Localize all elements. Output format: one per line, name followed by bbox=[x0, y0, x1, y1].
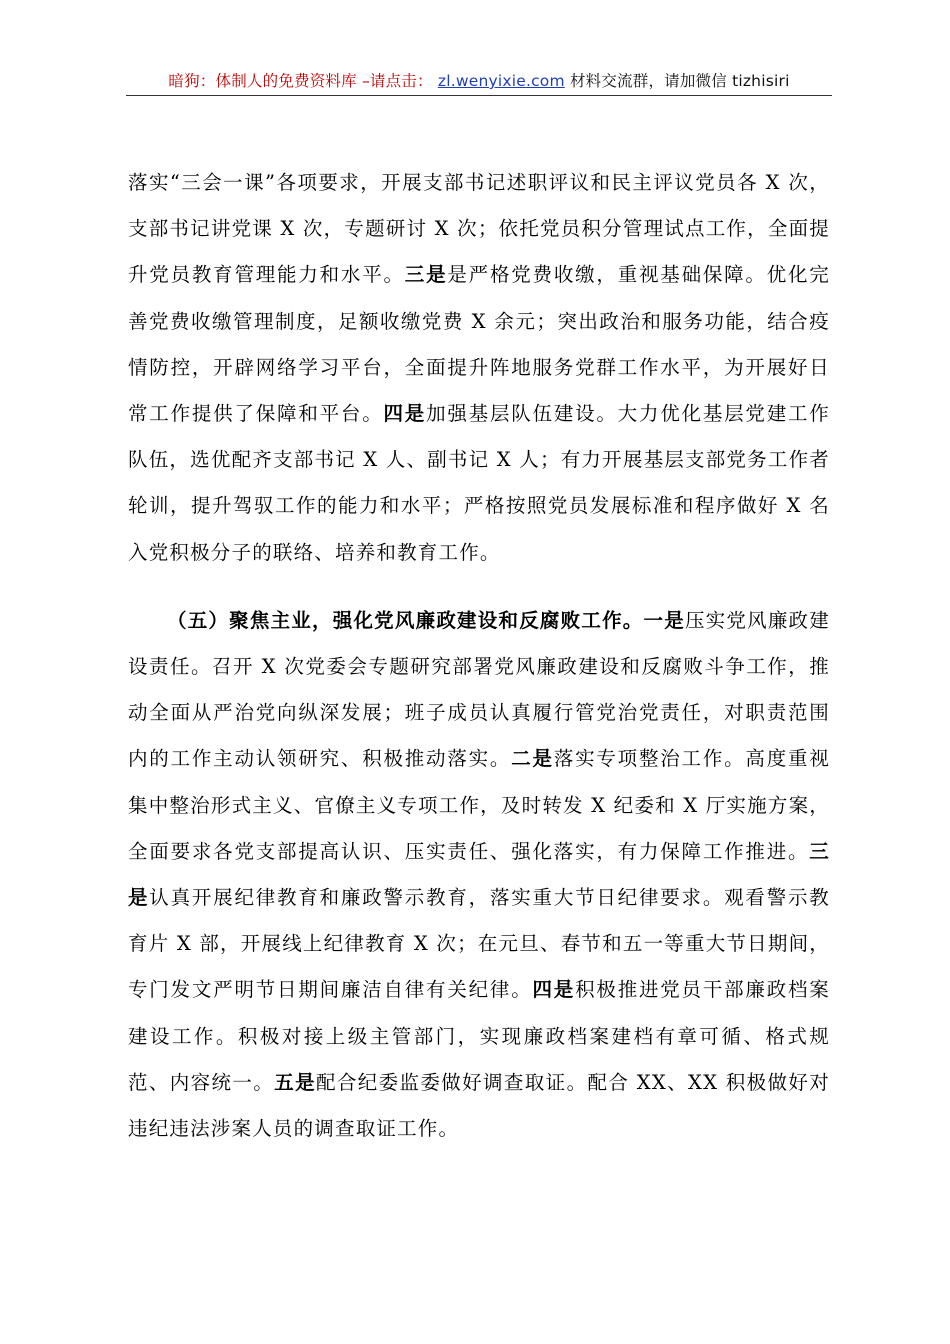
paragraph-text: 积极推进党员干部廉政档案建设工作。积极对接上级主管部门，实现廉政档案建档有章可循、格式规范、内容统一。 bbox=[128, 978, 830, 1094]
item-label-five: 五是 bbox=[274, 1070, 316, 1094]
section-heading: （五）聚焦主业，强化党风廉政建设和反腐败工作。 bbox=[167, 608, 644, 632]
paragraph-text: 认真开展纪律教育和廉政警示教育，落实重大节日纪律要求。观看警示教育片 X 部，开展线上纪律教育 X 次；在元旦、春节和五一等重大节日期间，专门发文严明节日期间廉洁自律有关纪律。 bbox=[128, 886, 830, 1002]
contact-text: 材料交流群，请加微信 tizhisiri bbox=[569, 72, 790, 90]
item-label-one: 一是 bbox=[643, 608, 685, 632]
website-link[interactable]: zl.wenyixie.com bbox=[437, 72, 565, 90]
header-divider bbox=[126, 95, 832, 96]
item-label-four: 四是 bbox=[532, 978, 576, 1002]
paragraph-text: 压实党风廉政建设责任。召开 X 次党委会专题研究部署党风廉政建设和反腐败斗争工作，推动全面从严治党向纵深发展；班子成员认真履行管党治党责任，对职责范围内的工作主动认领研究、积极推动落实。 bbox=[128, 608, 830, 771]
paragraph-text: 加强基层队伍建设。大力优化基层党建工作队伍，选优配齐支部书记 X 人、副书记 X 人；有力开展基层支部党务工作者轮训，提升驾驭工作的能力和水平；严格按照党员发展标准和程序做好 X 名入党积极分子的联络、培养和教育工作。 bbox=[128, 402, 830, 564]
paragraph-text: 落实“三会一课”各项要求，开展支部书记述职评议和民主评议党员各 X 次，支部书记讲党课 X 次，专题研讨 X 次；依托党员积分管理试点工作，全面提升党员教育管理能力和水平。 bbox=[128, 171, 830, 287]
item-label-three: 三是 bbox=[128, 839, 830, 910]
document-body bbox=[128, 160, 830, 1152]
page-header bbox=[126, 70, 832, 94]
item-label-two: 二是 bbox=[511, 747, 554, 771]
item-label-four: 四是 bbox=[383, 402, 427, 426]
paragraph-text: 是严格党费收缴，重视基础保障。优化完善党费收缴管理制度，足额收缴党费 X 余元；突出政治和服务功能，结合疫情防控，开辟网络学习平台，全面提升阵地服务党群工作水平，为开展好日常工作提供了保障和平台。 bbox=[128, 263, 831, 426]
prompt-text: –请点击： bbox=[361, 72, 433, 90]
paragraph-continued bbox=[128, 160, 830, 576]
brand-text: 暗狗：体制人的免费资料库 bbox=[168, 72, 357, 90]
paragraph-text: 落实专项整治工作。高度重视集中整治形式主义、官僚主义专项工作，及时转发 X 纪委和 X 厅实施方案，全面要求各党支部提高认识、压实责任、强化落实，有力保障工作推进。 bbox=[128, 747, 830, 863]
section-five-paragraph bbox=[128, 598, 830, 1152]
item-label-three: 三是 bbox=[404, 263, 448, 287]
paragraph-text: 配合纪委监委做好调查取证。配合 XX、XX 积极做好对违纪违法涉案人员的调查取证工作。 bbox=[128, 1070, 831, 1141]
